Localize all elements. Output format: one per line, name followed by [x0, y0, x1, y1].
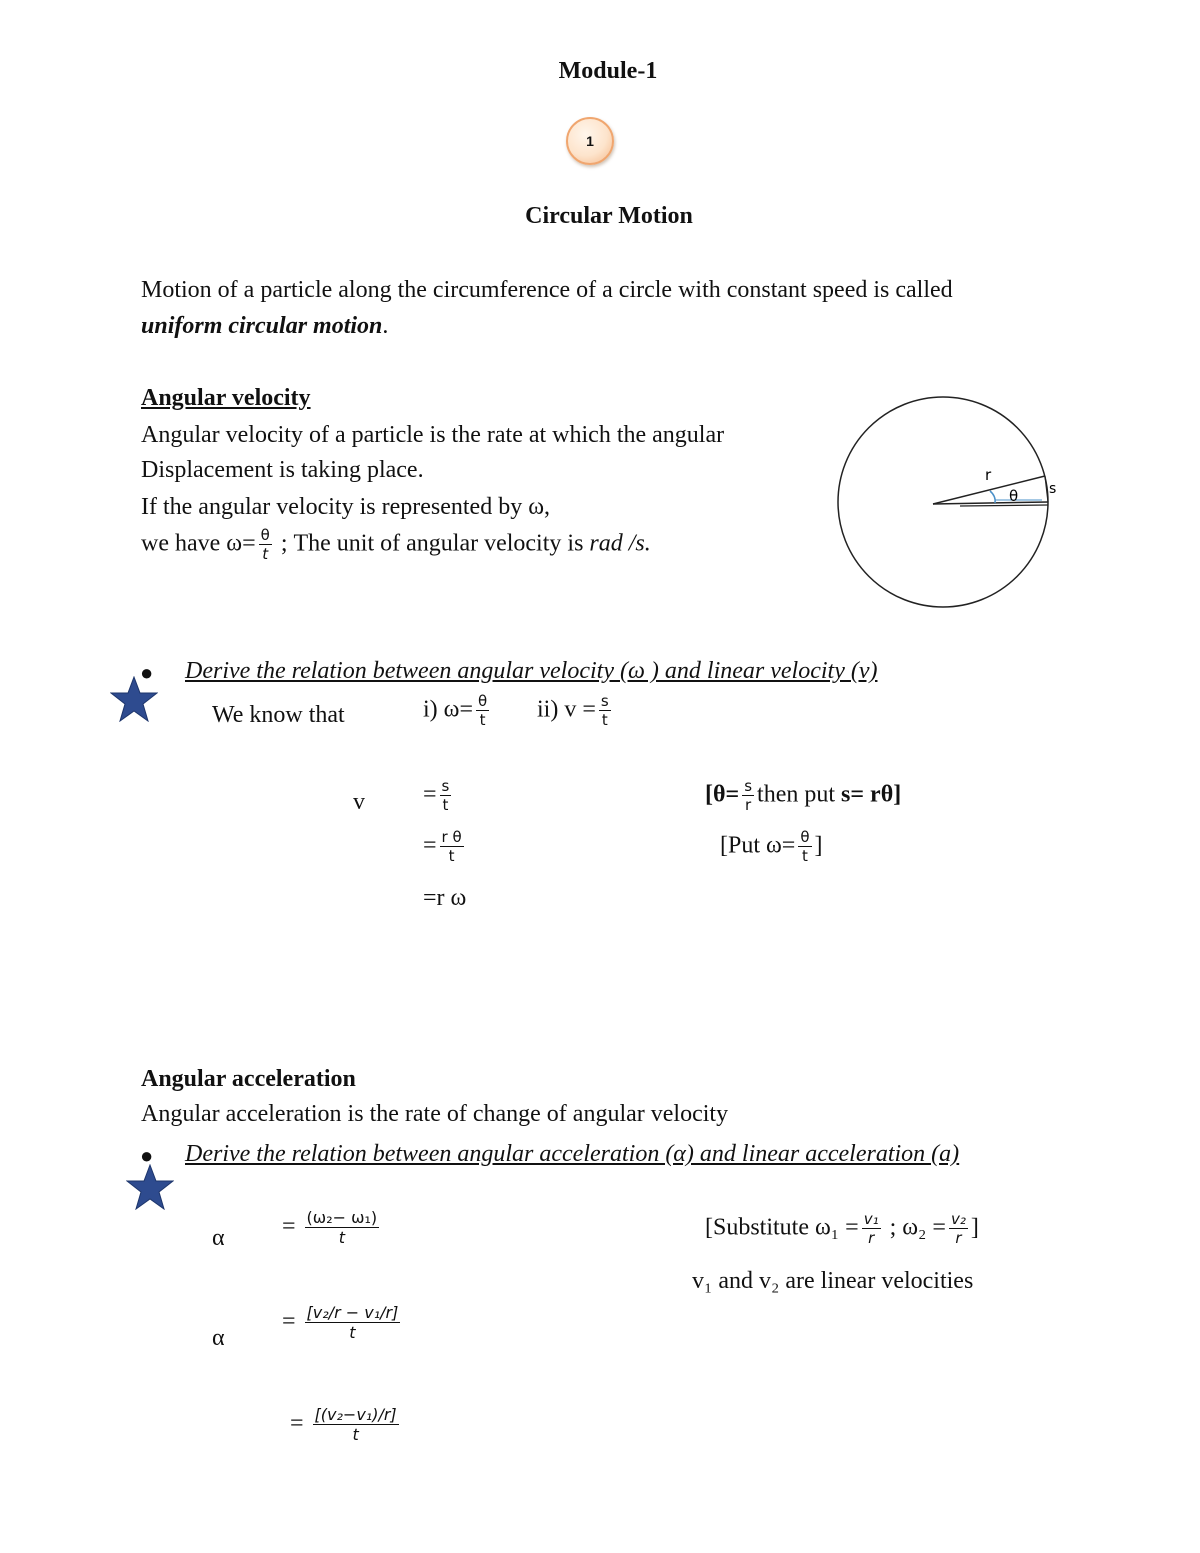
- section-heading-angular-acceleration: Angular acceleration: [141, 1066, 356, 1092]
- arc-label: s: [1049, 481, 1057, 497]
- base-line-double: [960, 505, 1048, 506]
- page-title: Circular Motion: [525, 203, 693, 229]
- intro-end: .: [382, 313, 389, 339]
- accel-step-3-fraction: $\frac{\text{[(v₂−v₁)/r]}}{t}$: [314, 1405, 397, 1444]
- relation-i-fraction: $\frac{\theta}{t}$: [478, 692, 488, 729]
- accel-step-1-fraction: $\frac{\text{(ω₂− ω₁)}}{t}$: [306, 1208, 378, 1247]
- linear-velocities-note: v₁ and v₂ are linear velocities: [692, 1268, 974, 1294]
- substitute-note: [Substitute ω₁ = $\frac{\text{v₁}}{r}$ ; ω₂ = $\frac{\text{v₂}}{r}$ ]: [705, 1210, 979, 1247]
- circle-diagram: [830, 392, 1060, 614]
- bullet-1: ●: [140, 660, 154, 685]
- theta-label: θ: [1009, 487, 1019, 505]
- note-omega: [Put ω= $\frac{\theta}{t}$ ]: [720, 828, 823, 865]
- step-1-fraction: $\frac{s}{t}$: [441, 777, 450, 814]
- angular-velocity-formula: [141, 528, 651, 562]
- base-line: [933, 502, 1048, 504]
- angular-velocity-line3: If the angular velocity is represented by ω,: [141, 494, 550, 520]
- alpha-symbol-2: α: [212, 1325, 225, 1351]
- angular-acceleration-line1: Angular acceleration is the rate of change of angular velocity: [141, 1101, 729, 1127]
- derive-title-2: Derive the relation between angular acceleration (α) and linear acceleration (a): [185, 1141, 960, 1167]
- derive-title-1: Derive the relation between angular velocity (ω ) and linear velocity (v): [185, 658, 878, 684]
- bullet-2: ●: [140, 1143, 154, 1168]
- alpha-symbol-1: α: [212, 1225, 225, 1251]
- sub-fraction-1: $\frac{\text{v₁}}{r}$: [863, 1210, 879, 1247]
- step-1: = $\frac{s}{t}$: [423, 777, 450, 814]
- unit-value: rad /s.: [589, 530, 651, 557]
- accel-step-3: = $\frac{\text{[(v₂−v₁)/r]}}{t}$: [290, 1405, 397, 1444]
- relation-i: i) ω= $\frac{\theta}{t}$: [423, 692, 488, 729]
- formula-lead: we have ω=: [141, 530, 256, 557]
- accel-step-1: = $\frac{\text{(ω₂− ω₁)}}{t}$: [282, 1208, 378, 1247]
- note-omega-fraction: $\frac{\theta}{t}$: [800, 828, 810, 865]
- accel-step-2: = $\frac{\text{[v₂/r − v₁/r]}}{t}$: [282, 1303, 399, 1342]
- section-heading-angular-velocity: Angular velocity: [141, 385, 311, 411]
- sub-fraction-2: $\frac{\text{v₂}}{r}$: [950, 1210, 966, 1247]
- star-icon: [126, 1164, 174, 1210]
- relation-ii: ii) v = $\frac{s}{t}$: [537, 692, 609, 729]
- angular-velocity-line1: Angular velocity of a particle is the rate at which the angular: [141, 422, 725, 448]
- angular-velocity-line2: Displacement is taking place.: [141, 457, 424, 483]
- page-number-badge: 1: [566, 117, 614, 165]
- note-theta-fraction: $\frac{s}{r}$: [744, 777, 753, 814]
- theta-arc: [990, 491, 995, 503]
- star-icon: [110, 676, 158, 722]
- unit-text: ; The unit of angular velocity is: [280, 530, 590, 557]
- module-title: Module-1: [558, 58, 658, 84]
- step-3: =r ω: [423, 885, 467, 911]
- radius-label: r: [985, 466, 992, 484]
- intro-term-line: [141, 313, 388, 340]
- step-2: = $\frac{\text{r θ}}{t}$: [423, 828, 462, 865]
- relation-ii-fraction: $\frac{s}{t}$: [600, 692, 609, 729]
- accel-step-2-fraction: $\frac{\text{[v₂/r − v₁/r]}}{t}$: [306, 1303, 399, 1342]
- we-know-that: We know that: [212, 702, 345, 728]
- v-symbol: v: [353, 789, 365, 815]
- omega-fraction: $\frac{\theta}{t}$: [260, 526, 270, 563]
- note-theta: [θ= $\frac{s}{r}$ then put s= rθ]: [705, 777, 902, 814]
- step-2-fraction: $\frac{\text{r θ}}{t}$: [441, 828, 462, 865]
- intro-term: uniform circular motion: [141, 313, 383, 339]
- intro-text: Motion of a particle along the circumference of a circle with constant speed is called: [141, 277, 953, 303]
